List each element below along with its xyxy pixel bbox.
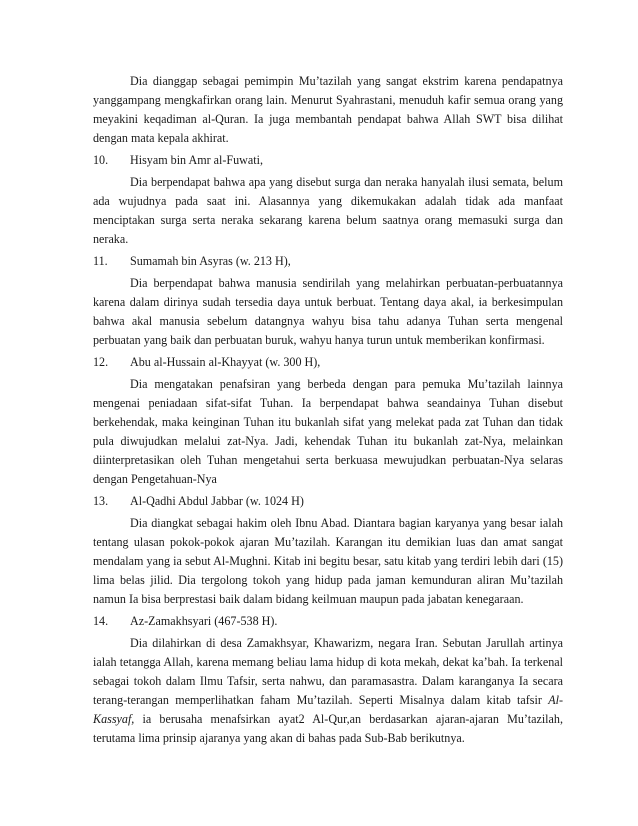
section-14-body-part-a: Dia dilahirkan di desa Zamakhsyar, Khawarizm, negara Iran. Sebutan Jarullah artinya ialah tetangga Allah, karena memang beliau lama hidup di kota mekah, dekat ka’bah. Ia terkenal sebagai tokoh dalam Ilmu Tafsir, serta nahwu, dan paramasastra. Dalam karanganya Ia secara terang-terangan memperlihatkan faham Mu’tazilah. Seperti Misalnya dalam kitab tafsir (93, 636, 563, 707)
section-14-body-part-b: ia berusaha menafsirkan ayat2 Al-Qur,an berdasarkan ajaran-ajaran Mu’tazilah, terutama lima prinsip ajaranya yang akan di bahas pada Sub-Bab berikutnya. (93, 712, 563, 745)
section-13-heading (93, 492, 563, 511)
section-12-heading (93, 353, 563, 372)
section-13-title: Al-Qadhi Abdul Jabbar (w. 1024 H) (130, 494, 304, 508)
section-10-body: Dia berpendapat bahwa apa yang disebut surga dan neraka hanyalah ilusi semata, belum ada wujudnya pada saat ini. Alasannya yang dikemukakan adalah tidak ada manfaat menciptakan surga serta neraka sekarang karena belum saatnya orang memasuki surga dan neraka. (93, 175, 563, 246)
section-12-number: 12. (93, 355, 109, 369)
section-11-body: Dia berpendapat bahwa manusia sendirilah yang melahirkan perbuatan-perbuatannya karena dalam dirinya sudah tersedia daya untuk berbuat. Tentang daya akal, ia berkesimpulan bahwa akal manusia sebelum datangnya wahyu bisa tahu adanya Tuhan serta mengenal perbuatan yang baik dan perbuatan buruk, wahyu hanya turun untuk memberikan konfirmasi. (93, 276, 563, 347)
section-14-heading (93, 612, 563, 631)
section-10-title: Hisyam bin Amr al-Fuwati, (130, 153, 264, 167)
section-11-number: 11. (93, 254, 108, 268)
section-12-title: Abu al-Hussain al-Khayyat (w. 300 H), (130, 355, 321, 369)
section-14-title: Az-Zamakhsyari (467-538 H). (130, 614, 278, 628)
section-10-heading (93, 151, 563, 170)
paragraph-9-body: Dia dianggap sebagai pemimpin Mu’tazilah yang sangat ekstrim karena pendapatnya yanggampang mengkafirkan orang lain. Menurut Syahrastani, menuduh kafir semua orang yang meyakini keqadiman al-Quran. Ia juga membantah pendapat bahwa Allah SWT bisa dilihat dengan mata kepala akhirat. (93, 74, 563, 145)
section-11-title: Sumamah bin Asyras (w. 213 H), (130, 254, 291, 268)
section-11-heading (93, 252, 563, 271)
section-14-number: 14. (93, 614, 109, 628)
section-14-body (93, 634, 563, 748)
section-13-number: 13. (93, 494, 109, 508)
document-page (93, 72, 563, 748)
section-14-book-title: Al-Kassyaf, (93, 693, 563, 726)
section-10-number: 10. (93, 153, 109, 167)
section-12-body: Dia mengatakan penafsiran yang berbeda dengan para pemuka Mu’tazilah lainnya mengenai peniadaan sifat-sifat Tuhan. Ia berpendapat bahwa seandainya Tuhan disebut berkehendak, maka keinginan Tuhan itu bukanlah sifat yang melekat pada zat Tuhan dan tidak pula diwujudkan melalui zat-Nya. Jadi, kehendak Tuhan itu bukanlah zat-Nya, melainkan diinterpretasikan oleh Tuhan mengetahui serta berkuasa mewujudkan perbuatan-Nya selaras dengan Pengetahuan-Nya (93, 377, 563, 486)
section-13-body: Dia diangkat sebagai hakim oleh Ibnu Abad. Diantara bagian karyanya yang besar ialah tentang ulasan pokok-pokok ajaran Mu’tazilah. Karangan itu demikian luas dan amat sangat mendalam yang ia sebut Al-Mughni. Kitab ini begitu besar, satu kitab yang terdiri lebih dari (15) lima belas jilid. Dia tergolong tokoh yang hidup pada jaman kemunduran aliran Mu’tazilah namun Ia bisa berprestasi baik dalam bidang keilmuan maupun pada jabatan kenegaraan. (93, 516, 563, 606)
